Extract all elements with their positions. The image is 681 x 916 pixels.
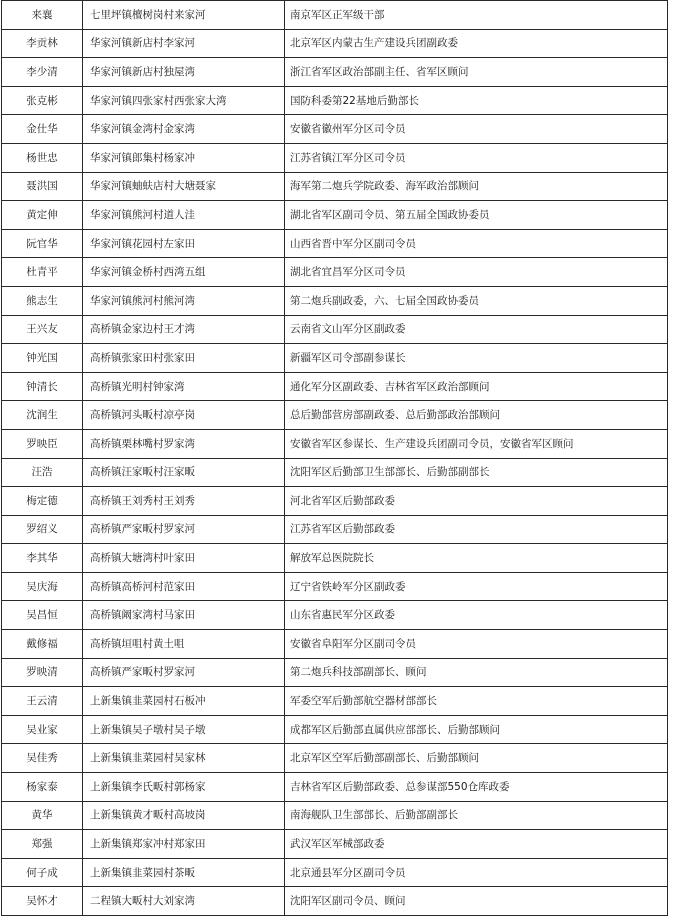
table-row: [2, 58, 668, 87]
post-cell: 北京军区内蒙古生产建设兵团副政委: [285, 29, 668, 58]
origin-cell: 华家河镇熊河村道人洼: [83, 201, 285, 230]
post-cell: 安徽省军区参谋长、生产建设兵团副司令员，安徽省军区顾问: [285, 429, 668, 458]
name-cell: 吴昌恒: [2, 601, 83, 630]
table-row: [2, 458, 668, 487]
origin-cell: 华家河镇花园村左家田: [83, 229, 285, 258]
post-cell: 辽宁省铁岭军分区副政委: [285, 572, 668, 601]
post-cell: 通化军分区副政委、吉林省军区政治部顾问: [285, 372, 668, 401]
table-row: [2, 372, 668, 401]
table-row: [2, 286, 668, 315]
post-cell: 武汉军区军械部政委: [285, 830, 668, 859]
post-cell: 军委空军后勤部航空器材部部长: [285, 687, 668, 716]
roster-body: [2, 1, 668, 916]
origin-cell: 二程镇大畈村大刘家湾: [83, 887, 285, 916]
name-cell: 钟清长: [2, 372, 83, 401]
table-row: [2, 315, 668, 344]
name-cell: 沈润生: [2, 401, 83, 430]
origin-cell: 高桥镇汪家畈村汪家畈: [83, 458, 285, 487]
origin-cell: 高桥镇金家边村王才湾: [83, 315, 285, 344]
name-cell: 吴业家: [2, 715, 83, 744]
table-row: [2, 229, 668, 258]
origin-cell: 上新集镇黄才畈村高坡岗: [83, 801, 285, 830]
post-cell: 总后勤部营房部副政委、总后勤部政治部顾问: [285, 401, 668, 430]
origin-cell: 华家河镇熊河村熊河湾: [83, 286, 285, 315]
name-cell: 杜青平: [2, 258, 83, 287]
table-row: [2, 715, 668, 744]
origin-cell: 上新集镇韭菜园村吴家林: [83, 744, 285, 773]
table-row: [2, 201, 668, 230]
origin-cell: 华家河镇金桥村西湾五组: [83, 258, 285, 287]
post-cell: 沈阳军区后勤部卫生部部长、后勤部副部长: [285, 458, 668, 487]
origin-cell: 高桥镇垣咀村黄土咀: [83, 630, 285, 659]
origin-cell: 高桥镇阚家湾村马家田: [83, 601, 285, 630]
origin-cell: 华家河镇金湾村金家湾: [83, 115, 285, 144]
post-cell: 南海舰队卫生部部长、后勤部副部长: [285, 801, 668, 830]
post-cell: 第二炮兵科技部副部长、顾问: [285, 658, 668, 687]
post-cell: 沈阳军区副司令员、顾问: [285, 887, 668, 916]
name-cell: 李贡林: [2, 29, 83, 58]
post-cell: 海军第二炮兵学院政委、海军政治部顾问: [285, 172, 668, 201]
post-cell: 河北省军区后勤部政委: [285, 487, 668, 516]
name-cell: 李其华: [2, 544, 83, 573]
origin-cell: 高桥镇河头畈村凉亭岗: [83, 401, 285, 430]
name-cell: 杨家泰: [2, 773, 83, 802]
post-cell: 山东省惠民军分区政委: [285, 601, 668, 630]
origin-cell: 高桥镇光明村钟家湾: [83, 372, 285, 401]
name-cell: 戴修福: [2, 630, 83, 659]
origin-cell: 高桥镇王刘秀村王刘秀: [83, 487, 285, 516]
roster-table: [1, 0, 668, 916]
origin-cell: 上新集镇郑家冲村郑家田: [83, 830, 285, 859]
table-row: [2, 401, 668, 430]
name-cell: 王兴友: [2, 315, 83, 344]
table-row: [2, 515, 668, 544]
table-row: [2, 630, 668, 659]
post-cell: 湖北省军区副司令员、第五届全国政协委员: [285, 201, 668, 230]
name-cell: 吴庆海: [2, 572, 83, 601]
table-row: [2, 429, 668, 458]
post-cell: 第二炮兵副政委，六、七届全国政协委员: [285, 286, 668, 315]
name-cell: 杨世忠: [2, 143, 83, 172]
name-cell: 钟光国: [2, 344, 83, 373]
origin-cell: 高桥镇栗林嘴村罗家湾: [83, 429, 285, 458]
table-row: [2, 773, 668, 802]
table-row: [2, 29, 668, 58]
post-cell: 江苏省镇江军分区司令员: [285, 143, 668, 172]
name-cell: 郑强: [2, 830, 83, 859]
post-cell: 浙江省军区政治部副主任、省军区顾问: [285, 58, 668, 87]
post-cell: 山西省晋中军分区副司令员: [285, 229, 668, 258]
post-cell: 安徽省徽州军分区司令员: [285, 115, 668, 144]
post-cell: 解放军总医院院长: [285, 544, 668, 573]
table-row: [2, 744, 668, 773]
post-cell: 江苏省军区后勤部政委: [285, 515, 668, 544]
origin-cell: 高桥镇严家畈村罗家河: [83, 658, 285, 687]
name-cell: 罗映清: [2, 658, 83, 687]
name-cell: 金仕华: [2, 115, 83, 144]
origin-cell: 华家河镇新店村独屋湾: [83, 58, 285, 87]
table-row: [2, 658, 668, 687]
origin-cell: 七里坪镇檀树岗村来家河: [83, 1, 285, 30]
table-row: [2, 572, 668, 601]
post-cell: 北京通县军分区副司令员: [285, 858, 668, 887]
table-row: [2, 143, 668, 172]
table-row: [2, 1, 668, 30]
table-row: [2, 115, 668, 144]
post-cell: 云南省文山军分区副政委: [285, 315, 668, 344]
name-cell: 罗绍义: [2, 515, 83, 544]
post-cell: 湖北省宜昌军分区司令员: [285, 258, 668, 287]
table-row: [2, 858, 668, 887]
name-cell: 王云清: [2, 687, 83, 716]
origin-cell: 上新集镇韭菜园村茶畈: [83, 858, 285, 887]
table-row: [2, 258, 668, 287]
name-cell: 熊志生: [2, 286, 83, 315]
table-row: [2, 544, 668, 573]
table-row: [2, 487, 668, 516]
name-cell: 罗映臣: [2, 429, 83, 458]
post-cell: 北京军区空军后勤部副部长、后勤部顾问: [285, 744, 668, 773]
origin-cell: 高桥镇张家田村张家田: [83, 344, 285, 373]
post-cell: 新疆军区司令部副参谋长: [285, 344, 668, 373]
origin-cell: 上新集镇韭菜园村石板冲: [83, 687, 285, 716]
origin-cell: 高桥镇大塘湾村叶家田: [83, 544, 285, 573]
table-row: [2, 86, 668, 115]
name-cell: 何子成: [2, 858, 83, 887]
name-cell: 来襄: [2, 1, 83, 30]
table-row: [2, 801, 668, 830]
table-row: [2, 887, 668, 916]
table-row: [2, 830, 668, 859]
name-cell: 张克彬: [2, 86, 83, 115]
origin-cell: 华家河镇蚰蚨店村大塘聂家: [83, 172, 285, 201]
post-cell: 安徽省阜阳军分区副司令员: [285, 630, 668, 659]
post-cell: 南京军区正军级干部: [285, 1, 668, 30]
name-cell: 汪浩: [2, 458, 83, 487]
origin-cell: 高桥镇严家畈村罗家河: [83, 515, 285, 544]
table-row: [2, 172, 668, 201]
name-cell: 聂洪国: [2, 172, 83, 201]
origin-cell: 上新集镇李氏畈村郭杨家: [83, 773, 285, 802]
table-row: [2, 344, 668, 373]
table-row: [2, 687, 668, 716]
name-cell: 吴怀才: [2, 887, 83, 916]
name-cell: 吴佳秀: [2, 744, 83, 773]
name-cell: 李少清: [2, 58, 83, 87]
origin-cell: 华家河镇郎集村杨家冲: [83, 143, 285, 172]
post-cell: 成都军区后勤部直属供应部部长、后勤部顾问: [285, 715, 668, 744]
origin-cell: 华家河镇四张家村西张家大湾: [83, 86, 285, 115]
name-cell: 黄定伸: [2, 201, 83, 230]
post-cell: 吉林省军区后勤部政委、总参谋部550仓库政委: [285, 773, 668, 802]
origin-cell: 华家河镇新店村李家河: [83, 29, 285, 58]
origin-cell: 上新集镇吴子墩村吴子墩: [83, 715, 285, 744]
name-cell: 黄华: [2, 801, 83, 830]
name-cell: 阮官华: [2, 229, 83, 258]
name-cell: 梅定德: [2, 487, 83, 516]
origin-cell: 高桥镇高桥河村范家田: [83, 572, 285, 601]
post-cell: 国防科委第22基地后勤部长: [285, 86, 668, 115]
table-row: [2, 601, 668, 630]
